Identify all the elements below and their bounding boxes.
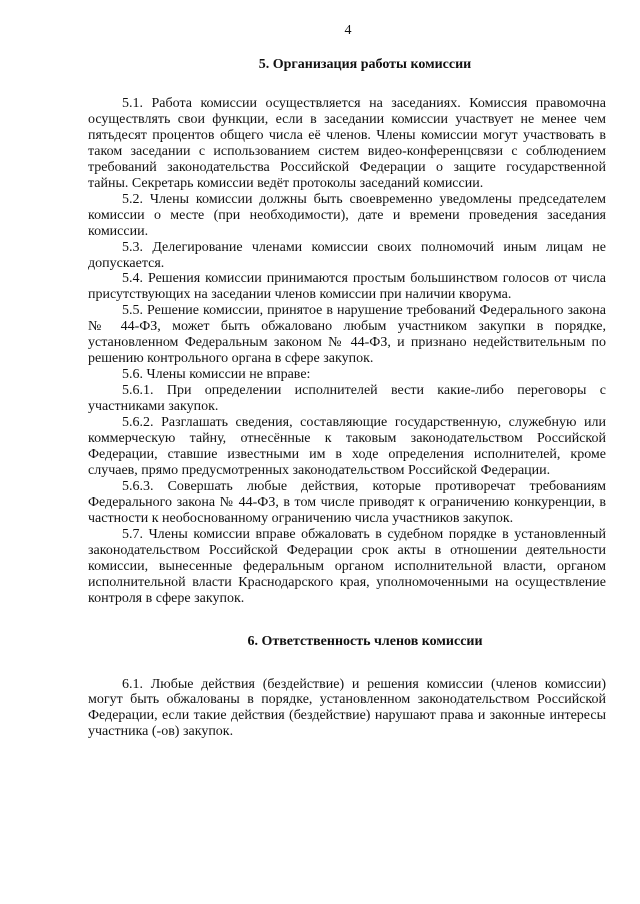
paragraph-5-6-3: 5.6.3. Совершать любые действия, которые противоречат требованиям Федерального закона № 44-ФЗ, в том числе приводят к ограничению конкуренции, в частности к необоснованному ограничению числа участников закупок. [88, 478, 606, 526]
paragraph-5-4: 5.4. Решения комиссии принимаются простым большинством голосов от числа присутствующих на заседании членов комиссии при наличии кворума. [88, 271, 606, 303]
document-body [88, 56, 606, 740]
paragraph-5-3: 5.3. Делегирование членами комиссии своих полномочий иным лицам не допускается. [88, 239, 606, 271]
paragraph-6-1: 6.1. Любые действия (бездействие) и решения комиссии (членов комиссии) могут быть обжалованы в порядке, установленном законодательством Российской Федерации, если такие действия (бездействие) нарушают права и законные интересы участника (-ов) закупок. [88, 676, 606, 740]
paragraph-5-6: 5.6. Члены комиссии не вправе: [122, 367, 311, 383]
page-number: 4 [344, 23, 352, 38]
section-6-title: 6. Ответственность членов комиссии [247, 633, 483, 649]
paragraph-5-7: 5.7. Члены комиссии вправе обжаловать в судебном порядке в установленный законодательством Российской Федерации срок акты в отношении деятельности комиссии, вынесенные федеральным органом исполнительной власти, органом исполнительной власти Краснодарского края, уполномоченными на осуществление контроля в сфере закупок. [88, 526, 606, 606]
paragraph-5-6-1: 5.6.1. При определении исполнителей вести какие-либо переговоры с участниками закупок. [88, 383, 606, 415]
paragraph-5-1: 5.1. Работа комиссии осуществляется на заседаниях. Комиссия правомочна осуществлять свои функции, если в заседании комиссии участвует не менее чем пятьдесят процентов общего числа её членов. Члены комиссии могут участвовать в таком заседании с использованием систем видео-конференцсвязи с соблюдением требований законодательства Российской Федерации о защите государственной тайны. Секретарь комиссии ведёт протоколы заседаний комиссии. [88, 96, 606, 191]
paragraph-5-6-2: 5.6.2. Разглашать сведения, составляющие государственную, служебную или коммерческую тайну, отнесённые к таковым законодательством Российской Федерации, ставшие известными им в ходе определения исполнителей, кроме случаев, прямо предусмотренных законодательством Российской Федерации. [88, 415, 606, 478]
paragraph-5-5: 5.5. Решение комиссии, принятое в нарушение требований Федерального закона № 44-ФЗ, может быть обжаловано любым участником закупки в порядке, установленном Федеральным законом № 44-ФЗ, и признано недействительным по решению контрольного органа в сфере закупок. [88, 303, 606, 367]
paragraph-5-2: 5.2. Члены комиссии должны быть своевременно уведомлены председателем комиссии о месте (при необходимости), дате и времени проведения заседания комиссии. [88, 191, 606, 239]
section-5-title: 5. Организация работы комиссии [258, 57, 472, 72]
